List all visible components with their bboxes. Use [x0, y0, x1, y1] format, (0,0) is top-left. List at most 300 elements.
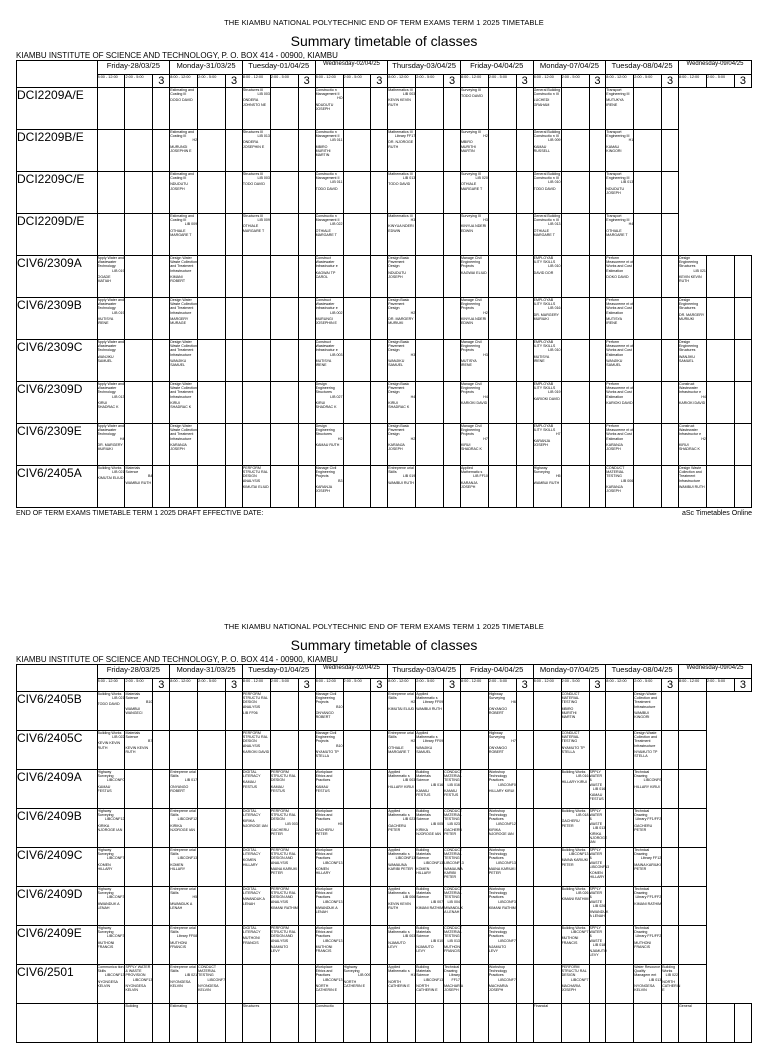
exam-subject: Building Materials Science	[416, 848, 431, 861]
exam-invigilator: KAMAU FESTUS	[444, 788, 459, 798]
exam-cell	[298, 692, 315, 731]
exam-cell	[606, 887, 634, 926]
exam-subject: Design Waste Collection and Treatment Infrastructure	[634, 731, 658, 748]
exam-cell	[488, 887, 516, 926]
exam-room: LIB 017	[184, 778, 198, 783]
exam-invigilator: KEVIN KEVIN RUTH	[678, 274, 702, 284]
exam-invigilator: KIRIKA NJOROGE IAN	[416, 827, 441, 837]
exam-cell	[125, 298, 153, 340]
exam-cell	[242, 130, 270, 172]
exam-subject: General Building Constructio n III	[533, 214, 561, 223]
exam-cell	[444, 172, 461, 214]
exam-cell	[634, 298, 662, 340]
exam-invigilator: MBIRO MURITHI MARTIN	[561, 706, 577, 720]
exam-cell	[460, 88, 488, 130]
exam-cell	[198, 214, 226, 256]
exam-subject: PERFORM STRUCTU RAL DESIGN AND ANALYSIS	[270, 926, 296, 943]
exam-subject: Workplace Ethics and Practices	[315, 848, 333, 861]
exam-subject: PERFORM STRUCTU RAL DESIGN AND ANALYSIS	[270, 887, 296, 904]
exam-cell	[460, 770, 488, 809]
day-header: Tuesday-01/04/25	[242, 61, 315, 75]
exam-subject: Entreprene urial Skills	[170, 770, 196, 779]
exam-subject: PERFORM STRUCTU RAL DESIGN ANALYSIS	[242, 692, 268, 709]
exam-invigilator: KIMANI ROBERT	[170, 274, 186, 284]
exam-cell	[606, 848, 634, 887]
exam-room: Library FF1/FF2	[635, 895, 662, 900]
exam-room: B4	[148, 474, 153, 479]
period-3-header: 3	[371, 75, 388, 88]
exam-subject: Entreprene urial Skills	[388, 466, 414, 475]
class-row	[17, 770, 752, 809]
exam-room: LIB 019	[112, 268, 125, 273]
exam-cell	[561, 731, 589, 770]
exam-cell	[270, 770, 298, 809]
exam-invigilator: NDUDUTU JOSEPH	[315, 102, 334, 111]
exam-room: LIBCONF7	[498, 938, 516, 943]
exam-cell	[678, 965, 706, 1004]
exam-room: LIB 022	[665, 973, 678, 978]
exam-invigilator: MAINA KARIUKI PETER	[270, 866, 298, 876]
exam-room: H5	[337, 821, 343, 826]
exam-subject: Entreprene urial Skills	[170, 848, 196, 857]
exam-cell	[388, 382, 416, 424]
exam-cell	[416, 340, 444, 382]
exam-cell	[516, 130, 533, 172]
exam-subject: Entreprene urial Skills	[170, 887, 196, 896]
exam-cell	[444, 214, 461, 256]
day-header-row	[17, 665, 752, 679]
exam-cell	[678, 926, 706, 965]
exam-room: LIBCONF13	[322, 899, 343, 904]
exam-cell	[561, 298, 589, 340]
exam-room: LIB 016	[576, 774, 589, 779]
exam-cell	[153, 424, 170, 466]
exam-cell	[516, 887, 533, 926]
page-1	[0, 0, 768, 517]
exam-subject: CONDUCT MATERIAL TESTING	[606, 466, 625, 479]
exam-subject: Building Works	[561, 887, 586, 891]
exam-room: LIB 027	[330, 394, 343, 399]
exam-room: H5	[192, 895, 198, 900]
exam-invigilator: NYAMUTO TP STELLA	[315, 749, 339, 759]
exam-cell	[343, 424, 371, 466]
exam-invigilator: KOMEN HILLARY	[589, 871, 605, 880]
exam-invigilator: GACHERU PETER	[388, 823, 407, 832]
exam-subject: Constructio n Management II	[315, 172, 340, 181]
exam-subject: Highway Surveying	[97, 926, 114, 935]
exam-invigilator: ONYANGO ROBERT	[170, 784, 189, 793]
class-code: CIV6/2309D	[17, 382, 98, 424]
exam-cell	[125, 1004, 153, 1043]
exam-subject: Workplace Ethics and Practices	[315, 809, 333, 822]
exam-invigilator: KAMAU FESTUS	[242, 780, 258, 789]
timetable-page-2	[16, 664, 752, 1043]
exam-subject: SPPLY WATER & WASTE	[589, 770, 603, 787]
exam-cell	[589, 809, 606, 848]
exam-invigilator: MUTHONI FRANCIS	[444, 944, 461, 954]
exam-cell	[270, 214, 298, 256]
exam-cell	[678, 466, 706, 508]
exam-room: B3	[338, 478, 343, 483]
exam-cell	[533, 848, 561, 887]
exam-room: LIBCONF7	[570, 930, 589, 935]
exam-cell	[170, 770, 198, 809]
exam-cell	[444, 424, 461, 466]
exam-cell	[97, 848, 125, 887]
exam-subject: Workshop Technology Practices	[488, 887, 508, 900]
exam-cell	[444, 382, 461, 424]
exam-room: H2	[410, 436, 416, 441]
exam-cell	[343, 382, 371, 424]
exam-subject: Surveying III	[460, 88, 481, 92]
corner-cell	[17, 665, 98, 692]
exam-cell	[488, 256, 516, 298]
exam-cell	[343, 848, 371, 887]
exam-invigilator: KIMANI RATHIM	[416, 905, 444, 910]
exam-cell	[242, 887, 270, 926]
institution-title: THE KIAMBU NATIONAL POLYTECHNIC END OF TERM EXAMS TERM 1 2025 TIMETABLE	[224, 18, 544, 27]
exam-cell	[343, 1004, 371, 1043]
period-1-header: 8:00 - 12:00	[388, 75, 416, 88]
exam-cell	[533, 770, 561, 809]
exam-cell	[561, 340, 589, 382]
exam-cell	[388, 692, 416, 731]
exam-invigilator: KIMUTAI ELIUD	[97, 476, 124, 481]
exam-cell	[170, 256, 198, 298]
exam-cell	[226, 770, 243, 809]
exam-cell	[226, 809, 243, 848]
exam-invigilator: MUTISYA IRENE	[606, 316, 622, 326]
exam-invigilator: KOMEN HILLARY	[416, 866, 432, 876]
exam-cell	[242, 809, 270, 848]
exam-cell	[488, 848, 516, 887]
exam-invigilator: NJAMUTO LEVY	[270, 944, 289, 954]
exam-cell	[153, 770, 170, 809]
period-1-header: 8:00 - 12:00	[388, 679, 416, 692]
exam-cell	[388, 965, 416, 1004]
exam-invigilator: WAMBUI RUTH	[533, 480, 560, 485]
exam-cell	[561, 466, 589, 508]
period-1-header: 8:00 - 12:00	[533, 75, 561, 88]
exam-subject: Manage Civil Engineering Projects	[460, 340, 482, 353]
period-1-header: 8:00 - 12:00	[97, 75, 125, 88]
exam-cell	[516, 88, 533, 130]
exam-cell	[170, 424, 198, 466]
exam-cell	[153, 88, 170, 130]
exam-cell	[444, 340, 461, 382]
exam-cell	[460, 1004, 488, 1043]
class-row	[17, 965, 752, 1004]
exam-invigilator: KARANJA JOSEPH	[606, 442, 623, 452]
exam-subject: Design Basic Pavement Design	[388, 298, 410, 311]
exam-cell	[488, 466, 516, 508]
exam-cell	[371, 692, 388, 731]
exam-room: LIB 022	[112, 735, 125, 740]
exam-cell	[198, 340, 226, 382]
exam-cell	[125, 130, 153, 172]
exam-cell	[198, 382, 226, 424]
exam-room: LIB 013	[620, 180, 634, 185]
period-3-header: 3	[226, 75, 243, 88]
exam-cell	[606, 692, 634, 731]
exam-subject: Design Waste Collection and Treatment Infrastructure	[634, 692, 658, 709]
exam-invigilator: MUTHONI FRANCIS	[315, 944, 333, 954]
exam-subject: PERFORM STRUCTU RAL DESIGN	[270, 770, 296, 783]
exam-invigilator: NYONGESA KELVIN	[170, 979, 191, 988]
exam-subject: Highway Surveying	[97, 770, 114, 779]
exam-room: LIBCONF12	[177, 817, 198, 822]
exam-cell	[488, 424, 516, 466]
exam-cell	[97, 965, 125, 1004]
exam-invigilator: MWANDUK A LENAH	[242, 897, 265, 906]
exam-subject: Surveying III	[460, 214, 481, 218]
exam-cell	[226, 466, 243, 508]
exam-cell	[460, 382, 488, 424]
class-row	[17, 887, 752, 926]
day-header: Friday-28/03/25	[97, 61, 170, 75]
exam-subject: Applied Mathematic s	[416, 731, 438, 740]
exam-cell	[153, 382, 170, 424]
exam-invigilator: MWANDUK A LENAH	[170, 901, 193, 910]
exam-invigilator: OTHIALE MARGARE T	[170, 228, 192, 237]
exam-cell	[315, 926, 343, 965]
exam-room: LIBCONF7	[106, 856, 125, 861]
exam-cell	[198, 692, 226, 731]
exam-room: LIB 019	[112, 310, 125, 315]
exam-cell	[533, 965, 561, 1004]
exam-cell	[198, 887, 226, 926]
exam-cell	[198, 130, 226, 172]
period-1-header: 8:00 - 12:00	[533, 679, 561, 692]
exam-cell	[343, 770, 371, 809]
exam-subject: EMPLOYAB ILITY SKILLS	[533, 382, 556, 391]
exam-invigilator: KARANJA JOSEPH	[315, 484, 332, 494]
period-3-header: 3	[734, 75, 751, 88]
exam-cell	[634, 887, 662, 926]
exam-room: H4	[628, 222, 634, 227]
exam-cell	[460, 214, 488, 256]
exam-cell	[416, 848, 444, 887]
exam-cell	[662, 1004, 679, 1043]
exam-cell	[678, 692, 706, 731]
exam-invigilator: KARIOKI DAVID	[533, 396, 560, 401]
exam-room: Library FF08	[176, 934, 198, 939]
period-2-header: 2:00 - 5:00	[125, 679, 153, 692]
exam-cell	[662, 298, 679, 340]
class-row	[17, 1004, 752, 1043]
exam-room: LIB 020	[475, 176, 488, 181]
exam-cell	[388, 130, 416, 172]
exam-invigilator: WAMAUNA KARIBI PETER	[388, 862, 414, 871]
exam-cell	[298, 130, 315, 172]
exam-room: LIBCONF12	[104, 817, 125, 822]
exam-cell	[226, 256, 243, 298]
exam-cell	[589, 1004, 606, 1043]
exam-room: LIB 013	[648, 977, 662, 982]
exam-room: LIBCONF7	[570, 977, 589, 982]
exam-cell	[198, 256, 226, 298]
exam-room: H5	[555, 474, 561, 479]
exam-room: LIBCONF7	[498, 977, 516, 982]
period-1-header: 8:00 - 12:00	[678, 75, 706, 88]
exam-invigilator: ONYANGO ROBERT	[488, 706, 507, 715]
exam-cell	[706, 256, 734, 298]
exam-room: LIBCONF3	[106, 934, 125, 939]
exam-cell	[153, 809, 170, 848]
exam-subject: PERFORM STRUCTU RAL DESIGN	[561, 965, 587, 978]
exam-cell	[198, 926, 226, 965]
exam-cell	[371, 466, 388, 508]
exam-invigilator: MUTUKYA IRENE	[606, 98, 624, 107]
exam-cell	[97, 731, 125, 770]
exam-subject: DIGITAL LITERACY	[242, 770, 261, 779]
exam-invigilator: GACHERU PETER	[634, 823, 653, 832]
exam-subject: Building Materials Science	[416, 926, 431, 939]
day-header-row	[17, 61, 752, 75]
summary-title: Summary timetable of classes	[290, 33, 478, 49]
period-1-header: 8:00 - 12:00	[242, 75, 270, 88]
exam-cell	[97, 382, 125, 424]
exam-cell	[634, 382, 662, 424]
exam-room: LIBCONF13	[322, 938, 343, 943]
summary-title: Summary timetable of classes	[290, 637, 478, 653]
exam-cell	[270, 382, 298, 424]
exam-cell	[226, 340, 243, 382]
exam-invigilator: DOKO DAVID	[606, 274, 629, 279]
exam-cell	[242, 1004, 270, 1043]
exam-invigilator: MAINA KARIUKI PETER	[561, 858, 589, 867]
exam-cell	[606, 466, 634, 508]
period-2-header: 2:00 - 5:00	[706, 75, 734, 88]
exam-cell	[198, 172, 226, 214]
exam-cell	[516, 965, 533, 1004]
exam-subject: Perform Measureme nt of Works and Cost Estimation	[606, 424, 634, 441]
exam-invigilator: OTHIALE MARGARE T	[315, 228, 337, 237]
exam-room: LIBCONF13	[568, 852, 589, 857]
exam-subject: Entreprene urial Skills	[170, 965, 196, 974]
exam-cell	[315, 340, 343, 382]
period-2-header: 2:00 - 5:00	[198, 75, 226, 88]
exam-room: LIBCONF0	[498, 782, 516, 787]
exam-cell	[589, 214, 606, 256]
period-1-header: 8:00 - 12:00	[315, 679, 343, 692]
exam-cell	[388, 298, 416, 340]
exam-cell	[97, 770, 125, 809]
exam-subject: Construct Wastewater Infrastructur e	[315, 340, 338, 353]
exam-cell	[488, 214, 516, 256]
class-row	[17, 848, 752, 887]
exam-subject: Design Engineering Structures	[315, 382, 335, 395]
exam-subject: Applied Mathematic s	[388, 926, 410, 935]
exam-invigilator: TODO DAVID	[460, 94, 483, 99]
exam-cell	[488, 809, 516, 848]
exam-cell	[388, 424, 416, 466]
class-code: CIV6/2309A	[17, 256, 98, 298]
exam-cell	[662, 692, 679, 731]
exam-room: LIB 009	[184, 222, 198, 227]
exam-invigilator: KIMANI RATHIM	[634, 901, 662, 906]
exam-cell	[226, 382, 243, 424]
exam-cell	[634, 965, 662, 1004]
day-header: Friday-04/04/25	[460, 61, 533, 75]
exam-cell	[170, 214, 198, 256]
exam-room: LIB 003	[285, 821, 298, 826]
exam-invigilator: NDUDUTU JOSEPH	[170, 182, 188, 191]
exam-cell	[371, 887, 388, 926]
exam-subject: Building Works	[97, 692, 122, 696]
exam-cell	[678, 340, 706, 382]
exam-invigilator: WAMBUI RUTH	[388, 480, 414, 485]
exam-subject: Construct Wastewater Infrastructur e	[315, 256, 338, 269]
exam-invigilator: KIRUI SHADRAC K	[315, 400, 337, 410]
exam-cell	[416, 298, 444, 340]
exam-cell	[170, 887, 198, 926]
exam-cell	[561, 172, 589, 214]
exam-subject: Design Water Waste Collection and Treatment Infrastructure	[170, 256, 198, 273]
exam-cell	[388, 887, 416, 926]
exam-cell	[298, 926, 315, 965]
class-row	[17, 382, 752, 424]
exam-cell	[242, 214, 270, 256]
exam-invigilator: KINYUA NDERI EDWIN	[388, 224, 414, 233]
exam-cell	[343, 214, 371, 256]
exam-cell	[270, 172, 298, 214]
class-code: CIV6/2409D	[17, 887, 98, 926]
exam-invigilator: KAMAU FESTUS	[416, 788, 431, 798]
exam-cell	[371, 88, 388, 130]
day-header: Monday-07/04/25	[533, 61, 606, 75]
exam-invigilator: DODO DAVID	[170, 98, 193, 103]
exam-subject: Entreprene urial Skills	[388, 731, 414, 740]
exam-invigilator: KARANJA JOSEPH	[388, 442, 405, 452]
exam-cell	[343, 256, 371, 298]
exam-cell	[416, 770, 444, 809]
exam-cell	[460, 466, 488, 508]
exam-subject: Perform Measureme nt of Works and Cost Estimation	[606, 298, 634, 315]
exam-cell	[444, 926, 461, 965]
class-row	[17, 340, 752, 382]
exam-cell	[516, 731, 533, 770]
exam-invigilator: OTHIALE MARGARE T	[388, 745, 410, 754]
exam-subject: Design Basic Pavement Design	[388, 424, 410, 437]
exam-cell	[488, 88, 516, 130]
exam-room: LIBCONF13	[395, 856, 416, 861]
exam-subject: Transport Engineering III	[606, 88, 630, 97]
class-row	[17, 298, 752, 340]
period-1-header: 8:00 - 12:00	[460, 75, 488, 88]
period-2-header: 2:00 - 5:00	[706, 679, 734, 692]
exam-cell	[516, 1004, 533, 1043]
school-line: KIAMBU INSTITUTE OF SCIENCE AND TECHNOLOGY, P. O. BOX 414 - 00900, KIAMBU	[16, 655, 338, 664]
exam-room: H2	[410, 739, 416, 744]
exam-room: LIB 013	[447, 938, 460, 943]
exam-subject: Building Works	[561, 770, 586, 774]
exam-room: LIB 003	[402, 92, 416, 97]
exam-room: Library FF17	[394, 134, 416, 139]
exam-invigilator: KAMAU KINGORI	[606, 144, 622, 153]
period-3-header: 3	[444, 679, 461, 692]
exam-cell	[170, 172, 198, 214]
exam-cell	[97, 466, 125, 508]
exam-cell	[170, 1004, 198, 1043]
exam-subject: Mathematics III	[388, 130, 413, 134]
exam-cell	[706, 466, 734, 508]
exam-subject: EMPLOYAB ILITY SKILLS	[533, 424, 556, 433]
exam-cell	[242, 172, 270, 214]
exam-subject: Design Basic Pavement Design	[388, 382, 410, 395]
period-header-row	[17, 679, 752, 692]
exam-cell	[516, 256, 533, 298]
